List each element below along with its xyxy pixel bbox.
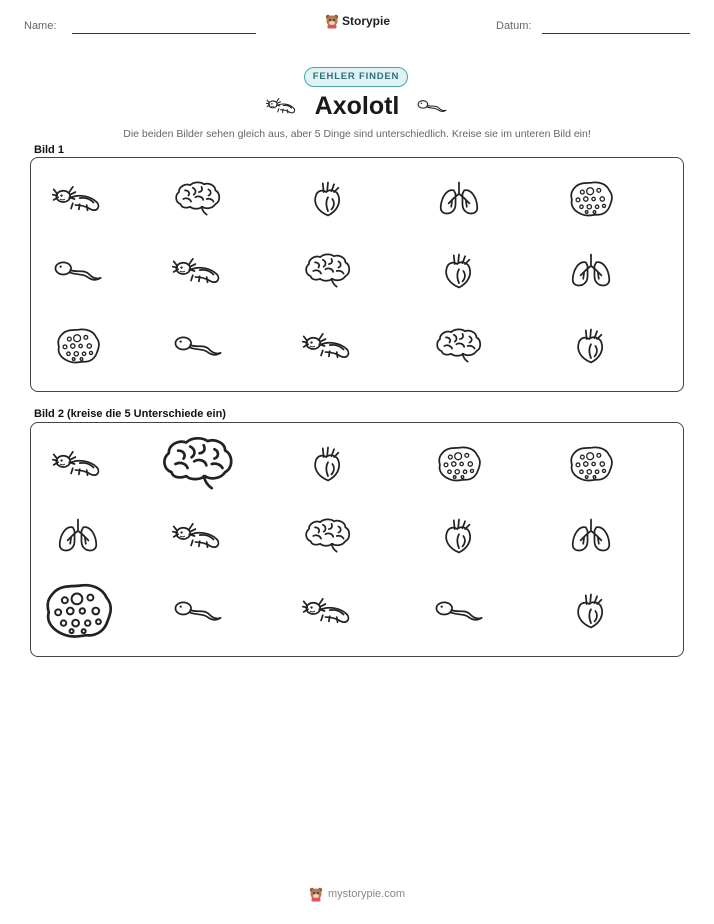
picture-cell (565, 326, 617, 366)
picture-cell[interactable] (302, 591, 354, 631)
picture-cell[interactable] (565, 591, 617, 631)
heart-icon (565, 326, 617, 366)
picture-cell (302, 179, 354, 219)
axolotl-icon (172, 516, 224, 556)
picture-cell (302, 251, 354, 291)
footer-url: mystorypie.com (327, 888, 406, 900)
cell-icon (433, 444, 485, 484)
name-line (72, 33, 256, 34)
heart-icon (433, 516, 485, 556)
picture-cell[interactable] (172, 591, 224, 631)
picture-2-panel (30, 422, 684, 657)
picture-1-label: Bild 1 (34, 144, 64, 156)
picture-1-panel (30, 157, 684, 392)
picture-cell[interactable] (302, 516, 354, 556)
picture-cell[interactable] (38, 580, 119, 642)
picture-cell (172, 251, 224, 291)
cell-icon (38, 580, 119, 642)
picture-2-label: Bild 2 (kreise die 5 Unterschiede ein) (34, 408, 226, 420)
date-label: Datum: (496, 20, 532, 32)
instruction-text: Die beiden Bilder sehen gleich aus, aber 5 Dinge sind unterschiedlich. Kreise sie im unteren Bild ein! (123, 128, 591, 140)
picture-cell (172, 179, 224, 219)
name-label: Name: (24, 20, 57, 32)
picture-cell[interactable] (433, 444, 485, 484)
picture-cell[interactable] (172, 516, 224, 556)
brain-icon (302, 251, 354, 291)
date-line (542, 33, 690, 34)
axolotl-icon (52, 179, 104, 219)
picture-cell (433, 179, 485, 219)
picture-cell[interactable] (52, 516, 104, 556)
heart-icon (302, 444, 354, 484)
picture-cell (172, 326, 224, 366)
tadpole-icon (172, 326, 224, 366)
bear-icon (325, 13, 339, 29)
lungs-icon (565, 251, 617, 291)
lungs-icon (565, 516, 617, 556)
axolotl-icon (302, 591, 354, 631)
picture-cell[interactable] (433, 516, 485, 556)
brain-icon (172, 179, 224, 219)
picture-cell[interactable] (302, 444, 354, 484)
worksheet-type-badge: FEHLER FINDEN (304, 67, 408, 87)
picture-cell[interactable] (565, 516, 617, 556)
picture-cell (302, 326, 354, 366)
heart-icon (433, 251, 485, 291)
picture-cell (52, 179, 104, 219)
lungs-icon (433, 179, 485, 219)
picture-cell[interactable] (158, 433, 239, 495)
axolotl-icon (302, 326, 354, 366)
heart-icon (302, 179, 354, 219)
bear-icon (309, 886, 323, 902)
picture-cell (433, 251, 485, 291)
axolotl-icon (172, 251, 224, 291)
picture-cell (52, 326, 104, 366)
tadpole-icon (52, 251, 104, 291)
brand-logo (325, 13, 390, 29)
lungs-icon (52, 516, 104, 556)
axolotl-icon (52, 444, 104, 484)
cell-icon (565, 179, 617, 219)
page-title: Axolotl (314, 92, 400, 120)
tadpole-icon (416, 94, 448, 118)
picture-cell (565, 251, 617, 291)
cell-icon (52, 326, 104, 366)
picture-cell (565, 179, 617, 219)
footer (0, 886, 714, 902)
picture-cell (52, 251, 104, 291)
heart-icon (565, 591, 617, 631)
brand-name: Storypie (342, 14, 391, 28)
picture-cell[interactable] (52, 444, 104, 484)
cell-icon (565, 444, 617, 484)
brain-icon (302, 516, 354, 556)
tadpole-icon (172, 591, 224, 631)
brain-icon (158, 433, 239, 495)
picture-cell[interactable] (433, 591, 485, 631)
picture-cell (433, 326, 485, 366)
brain-icon (433, 326, 485, 366)
tadpole-icon (433, 591, 485, 631)
picture-cell[interactable] (565, 444, 617, 484)
